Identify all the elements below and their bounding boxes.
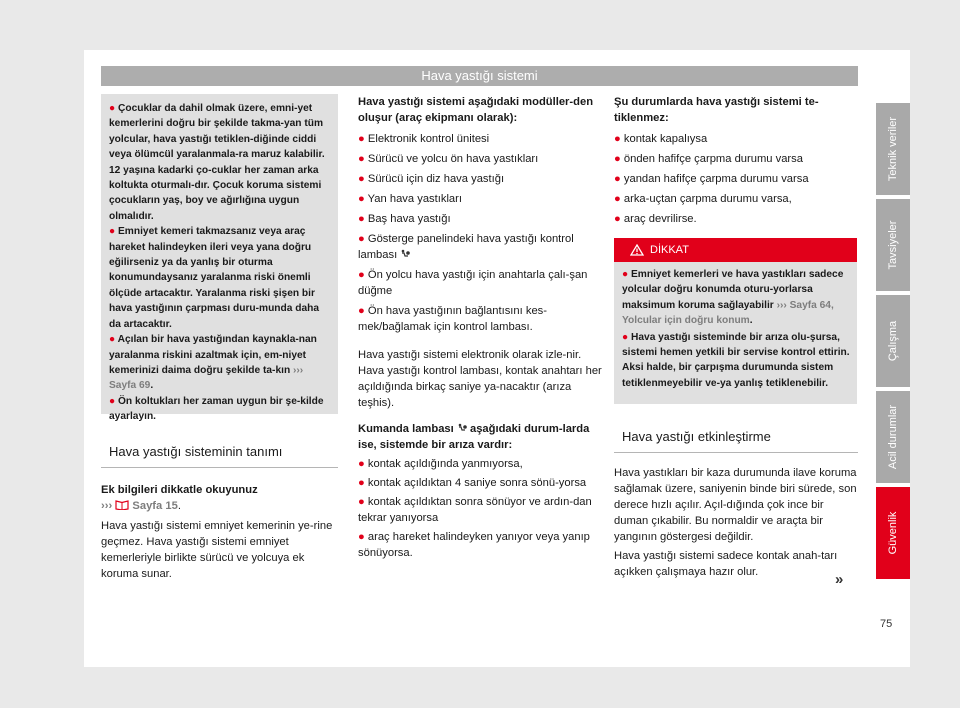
caution-item: ● Emniyet kemerleri ve hava yastıkları sadece yolcular doğru konumda oturu-yorlarsa maksimum koruma sağlayabilir ››› Sayfa 64, Yolcular için doğru konum. [622, 269, 844, 327]
bullet-icon: ● [109, 395, 116, 407]
page-number: 75 [880, 618, 893, 630]
airbag-lamp-icon [457, 423, 467, 433]
list-item: ● Baş hava yastığı [358, 213, 451, 225]
tab-acil-durumlar[interactable]: Acil durumlar [876, 391, 910, 483]
list-item: ● Sürücü ve yolcu ön hava yastıkları [358, 153, 539, 165]
list-item: ● yandan hafifçe çarpma durumu varsa [614, 173, 809, 185]
caution-box [614, 238, 857, 404]
body-text: Hava yastığı sistemi emniyet kemerinin ye-rine geçmez. Hava yastığı sistemi emniyet kemerleriyle birlikte sürücü ve yolcuya ek koruma sunar. [101, 520, 333, 580]
list-item: ● önden hafifçe çarpma durumu varsa [614, 153, 803, 165]
list-item: ● araç devrilirse. [614, 213, 697, 225]
page-link[interactable]: ››› Sayfa 69 [109, 364, 304, 392]
list-item: ● Elektronik kontrol ünitesi [358, 133, 490, 145]
list-item: ● kontak kapalıysa [614, 133, 708, 145]
tab-guvenlik[interactable]: Güvenlik [876, 487, 910, 579]
page-header: Hava yastığı sistemi [101, 66, 858, 86]
body-text: Hava yastığı sistemi sadece kontak anah-tarı açıkken çalışmaya hazır olur. [614, 550, 838, 578]
tab-calisma[interactable]: Çalışma [876, 295, 910, 387]
column-modules [358, 94, 604, 563]
section-activation [614, 428, 858, 582]
continue-icon: » [835, 571, 844, 588]
list-item: ● kontak açıldığında yanmıyorsa, [358, 458, 523, 470]
fault-heading: Kumanda lambası aşağıdaki durum-larda ise, sistemde bir arıza vardır: [358, 423, 590, 451]
intro-link-line: ››› Sayfa 15. [101, 500, 181, 512]
section-description [101, 443, 338, 584]
intro-line: Ek bilgileri dikkatle okuyunuz [101, 484, 258, 496]
body-text: Hava yastığı sistemi elektronik olarak izle-nir. Hava yastığı kontrol lambası, kontak anahtarı her açıldığında birkaç saniye ya-nacaktır (arıza teşhis). [358, 349, 602, 409]
list-item: ● araç hareket halindeyken yanıyor veya yanıp sönüyorsa. [358, 531, 590, 559]
list-item: ● kontak açıldıktan sonra sönüyor ve ardın-dan tekrar yanıyorsa [358, 496, 592, 524]
book-icon [115, 499, 129, 510]
not-triggered-heading: Şu durumlarda hava yastığı sistemi te-tiklenmez: [614, 96, 819, 124]
tab-teknik-veriler[interactable]: Teknik veriler [876, 103, 910, 195]
list-item: ● Ön hava yastığının bağlantısını kes-mek/bağlamak için kontrol lambası. [358, 305, 547, 333]
tab-tavsiyeler[interactable]: Tavsiyeler [876, 199, 910, 291]
caution-title: DİKKAT [650, 244, 689, 256]
warning-triangle-icon [630, 244, 644, 256]
warning-item: ● Ön koltukları her zaman uygun bir şe-kilde ayarlayın. [109, 395, 324, 423]
column-not-triggered [614, 94, 858, 229]
list-item: ● Gösterge panelindeki hava yastığı kontrol lambası [358, 233, 574, 261]
list-item: ● Yan hava yastıkları [358, 193, 462, 205]
bullet-icon: ● [109, 334, 116, 346]
list-item: ● arka-uçtan çarpma durumu varsa, [614, 193, 792, 205]
section-divider [614, 452, 858, 453]
bullet-icon: ● [109, 103, 116, 114]
list-item: ● Sürücü için diz hava yastığı [358, 173, 505, 185]
warning-item: ● Çocuklar da dahil olmak üzere, emni-yet kemerlerini doğru bir şekilde takma-yan tüm yolcular, hava yastığı tetiklen-diğinde ciddi veya ölümcül yaralanmala-ra maruz kalabilir. 12 yaşına kadarki ço-cuklar her zaman arka koltukta oturmalı-dır. Çocuk koruma sistemi çocukların yaş, boy ve ağırlığına uygun olmalıdır. [109, 103, 325, 222]
bullet-icon: ● [109, 226, 116, 238]
airbag-lamp-icon [400, 249, 410, 259]
list-item: ● Ön yolcu hava yastığı için anahtarla çalı-şan düğme [358, 269, 588, 297]
page-link[interactable]: Sayfa 15 [132, 500, 178, 512]
caution-header [614, 238, 857, 262]
caution-item: ● Hava yastığı sisteminde bir arıza olu-şursa, sistemi hemen yetkili bir servise kontrol ettirin. Aksi halde, bir çarpışma durumunda sistem tetiklenmeyebilir ve-ya yanlış tetiklenebilir. [622, 331, 850, 389]
section-title: Hava yastığı etkinleştirme [622, 429, 771, 444]
modules-heading: Hava yastığı sistemi aşağıdaki modüller-den oluşur (araç ekipmanı olarak): [358, 96, 594, 124]
page-link[interactable]: ››› Sayfa 64, Yolcular için doğru konum [622, 299, 834, 327]
section-divider [101, 467, 338, 468]
section-title: Hava yastığı sisteminin tanımı [109, 444, 283, 459]
body-text: Hava yastıkları bir kaza durumunda ilave koruma sağlamak üzere, saniyenin binde biri sürede, son derece hızlı açılır. Açıl-dığında çok ince bir duman çıkabilir. Bu normaldir ve araçta bir yangının göstergesi değildir. [614, 467, 857, 543]
list-item: ● kontak açıldıktan 4 saniye sonra sönü-yorsa [358, 477, 587, 489]
warning-item: ● Açılan bir hava yastığından kaynakla-nan yaralanma riskini azaltmak için, em-niyet kemerinizi daima doğru şekilde ta-kın ››› Sayfa 69. [109, 334, 317, 392]
warning-box [101, 94, 338, 423]
warning-item: ● Emniyet kemeri takmazsanız veya araç hareket halindeyken ileri veya yana doğru eğilirseniz ya da yanlış bir oturma konumundaysanız yaralanma riski önemli ölçüde artacaktır. Yaralanma riski şişen bir hava yastığının çarpması duru-munda daha da artacaktır. [109, 226, 320, 330]
